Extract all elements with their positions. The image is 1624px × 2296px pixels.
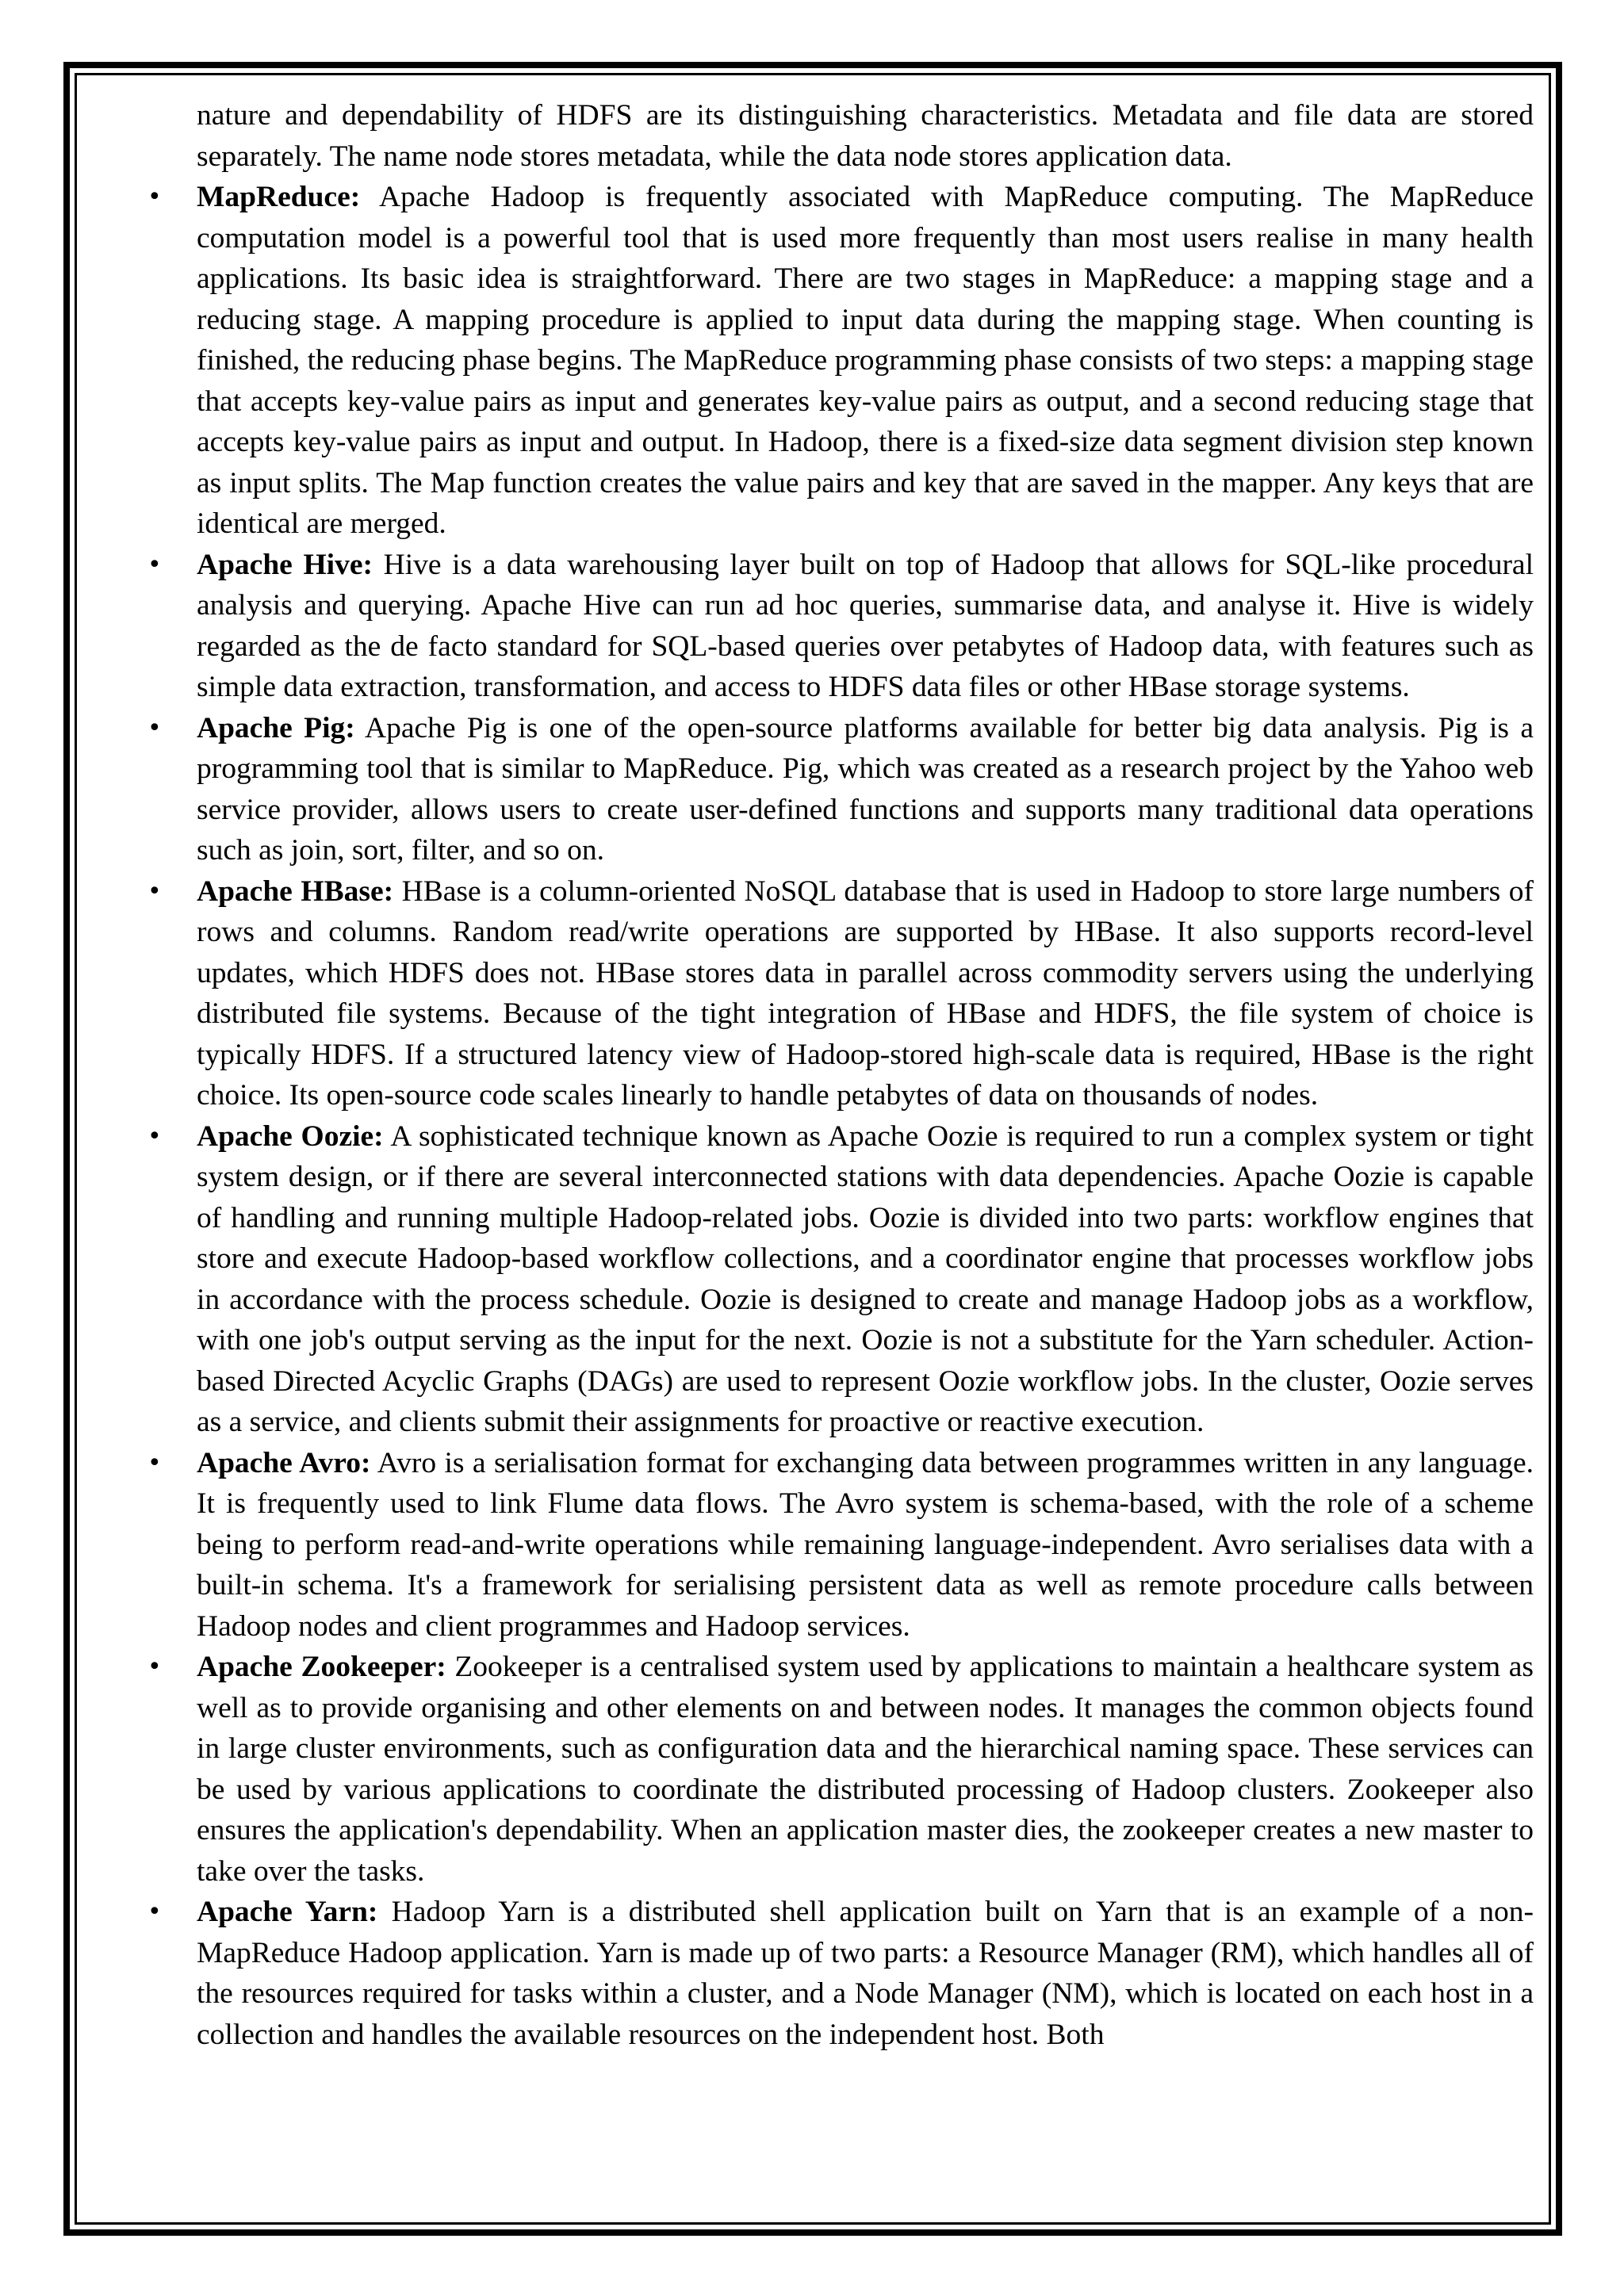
item-description: HBase is a column-oriented NoSQL database that is used in Hadoop to store large numbers of rows and columns. Random read/write operations are supported by HBase. It also supports record-level updates, which HDFS does not. HBase stores data in parallel across commodity servers using the underlying distributed file systems. Because of the tight integration of HBase and HDFS, the file system of choice is typically HDFS. If a structured latency view of Hadoop-stored high-scale data is required, HBase is the right choice. Its open-source code scales linearly to handle petabytes of data on thousands of nodes. bbox=[197, 874, 1534, 1112]
bullet-icon: • bbox=[147, 550, 162, 579]
list-item-apache-pig bbox=[147, 708, 1534, 871]
item-term: Apache Pig: bbox=[197, 711, 355, 744]
item-term: MapReduce: bbox=[197, 181, 361, 213]
bullet-icon: • bbox=[147, 877, 162, 905]
list-item-apache-zookeeper bbox=[147, 1647, 1534, 1892]
bullet-icon: • bbox=[147, 1122, 162, 1150]
hadoop-components-list bbox=[147, 177, 1534, 2055]
list-item-apache-oozie bbox=[147, 1116, 1534, 1443]
list-item-apache-hive bbox=[147, 545, 1534, 708]
document-body bbox=[147, 95, 1534, 2055]
item-description: Avro is a serialisation format for exchanging data between programmes written in any language. It is frequently used to link Flume data flows. The Avro system is schema-based, with the role of a scheme being to perform read-and-write operations while remaining language-independent. Avro serialises data with a built-in schema. It's a framework for serialising persistent data as well as remote procedure calls between Hadoop nodes and client programmes and Hadoop services. bbox=[197, 1446, 1534, 1643]
item-term: Apache Hive: bbox=[197, 548, 373, 581]
bullet-icon: • bbox=[147, 1898, 162, 1926]
list-item-apache-avro bbox=[147, 1443, 1534, 1647]
bullet-icon: • bbox=[147, 1653, 162, 1681]
item-description: A sophisticated technique known as Apache Oozie is required to run a complex system or tight system design, or if there are several interconnected stations with data dependencies. Apache Oozie is capable of handling and running multiple Hadoop-related jobs. Oozie is divided into two parts: workflow engines that store and execute Hadoop-based workflow collections, and a coordinator engine that processes workflow jobs in accordance with the process schedule. Oozie is designed to create and manage Hadoop jobs as a workflow, with one job's output serving as the input for the next. Oozie is not a substitute for the Yarn scheduler. Action-based Directed Acyclic Graphs (DAGs) are used to represent Oozie workflow jobs. In the cluster, Oozie serves as a service, and clients submit their assignments for proactive or reactive execution. bbox=[197, 1119, 1534, 1438]
item-description: Apache Hadoop is frequently associated with MapReduce computing. The MapReduce computation model is a powerful tool that is used more frequently than most users realise in many health applications. Its basic idea is straightforward. There are two stages in MapReduce: a mapping stage and a reducing stage. A mapping procedure is applied to input data during the mapping stage. When counting is finished, the reducing phase begins. The MapReduce programming phase consists of two steps: a mapping stage that accepts key-value pairs as input and generates key-value pairs as output, and a second reducing stage that accepts key-value pairs as input and output. In Hadoop, there is a fixed-size data segment division step known as input splits. The Map function creates the value pairs and key that are saved in the mapper. Any keys that are identical are merged. bbox=[197, 181, 1534, 540]
item-term: Apache Oozie: bbox=[197, 1119, 384, 1153]
item-description: Apache Pig is one of the open-source platforms available for better big data analysis. Pig is a programming tool that is similar to MapReduce. Pig, which was created as a research project by the Yahoo web service provider, allows users to create user-defined functions and supports many traditional data operations such as join, sort, filter, and so on. bbox=[197, 711, 1534, 867]
item-description: Zookeeper is a centralised system used by applications to maintain a healthcare system as well as to provide organising and other elements on and between nodes. It manages the common objects found in large cluster environments, such as configuration data and the hierarchical naming space. These services can be used by various applications to coordinate the distributed processing of Hadoop clusters. Zookeeper also ensures the application's dependability. When an application master dies, the zookeeper creates a new master to take over the tasks. bbox=[197, 1651, 1534, 1888]
intro-paragraph: nature and dependability of HDFS are its distinguishing characteristics. Metadata and file data are stored separately. The name node stores metadata, while the data node stores application data. bbox=[197, 99, 1534, 173]
list-item-apache-yarn bbox=[147, 1892, 1534, 2055]
item-term: Apache Avro: bbox=[197, 1446, 371, 1479]
list-item-mapreduce bbox=[147, 177, 1534, 545]
bullet-icon: • bbox=[147, 183, 162, 211]
item-term: Apache Yarn: bbox=[197, 1896, 378, 1928]
list-item-apache-hbase bbox=[147, 871, 1534, 1116]
item-term: Apache HBase: bbox=[197, 874, 394, 908]
item-term: Apache Zookeeper: bbox=[197, 1651, 446, 1683]
item-description: Hadoop Yarn is a distributed shell application built on Yarn that is an example of a non-MapReduce Hadoop application. Yarn is made up of two parts: a Resource Manager (RM), which handles all of the resources required for tasks within a cluster, and a Node Manager (NM), which is located on each host in a collection and handles the available resources on the independent host. Both bbox=[197, 1896, 1534, 2051]
bullet-icon: • bbox=[147, 714, 162, 742]
bullet-icon: • bbox=[147, 1448, 162, 1477]
item-description: Hive is a data warehousing layer built on top of Hadoop that allows for SQL-like procedural analysis and querying. Apache Hive can run ad hoc queries, summarise data, and analyse it. Hive is widely regarded as the de facto standard for SQL-based queries over petabytes of Hadoop data, with features such as simple data extraction, transformation, and access to HDFS data files or other HBase storage systems. bbox=[197, 548, 1534, 703]
